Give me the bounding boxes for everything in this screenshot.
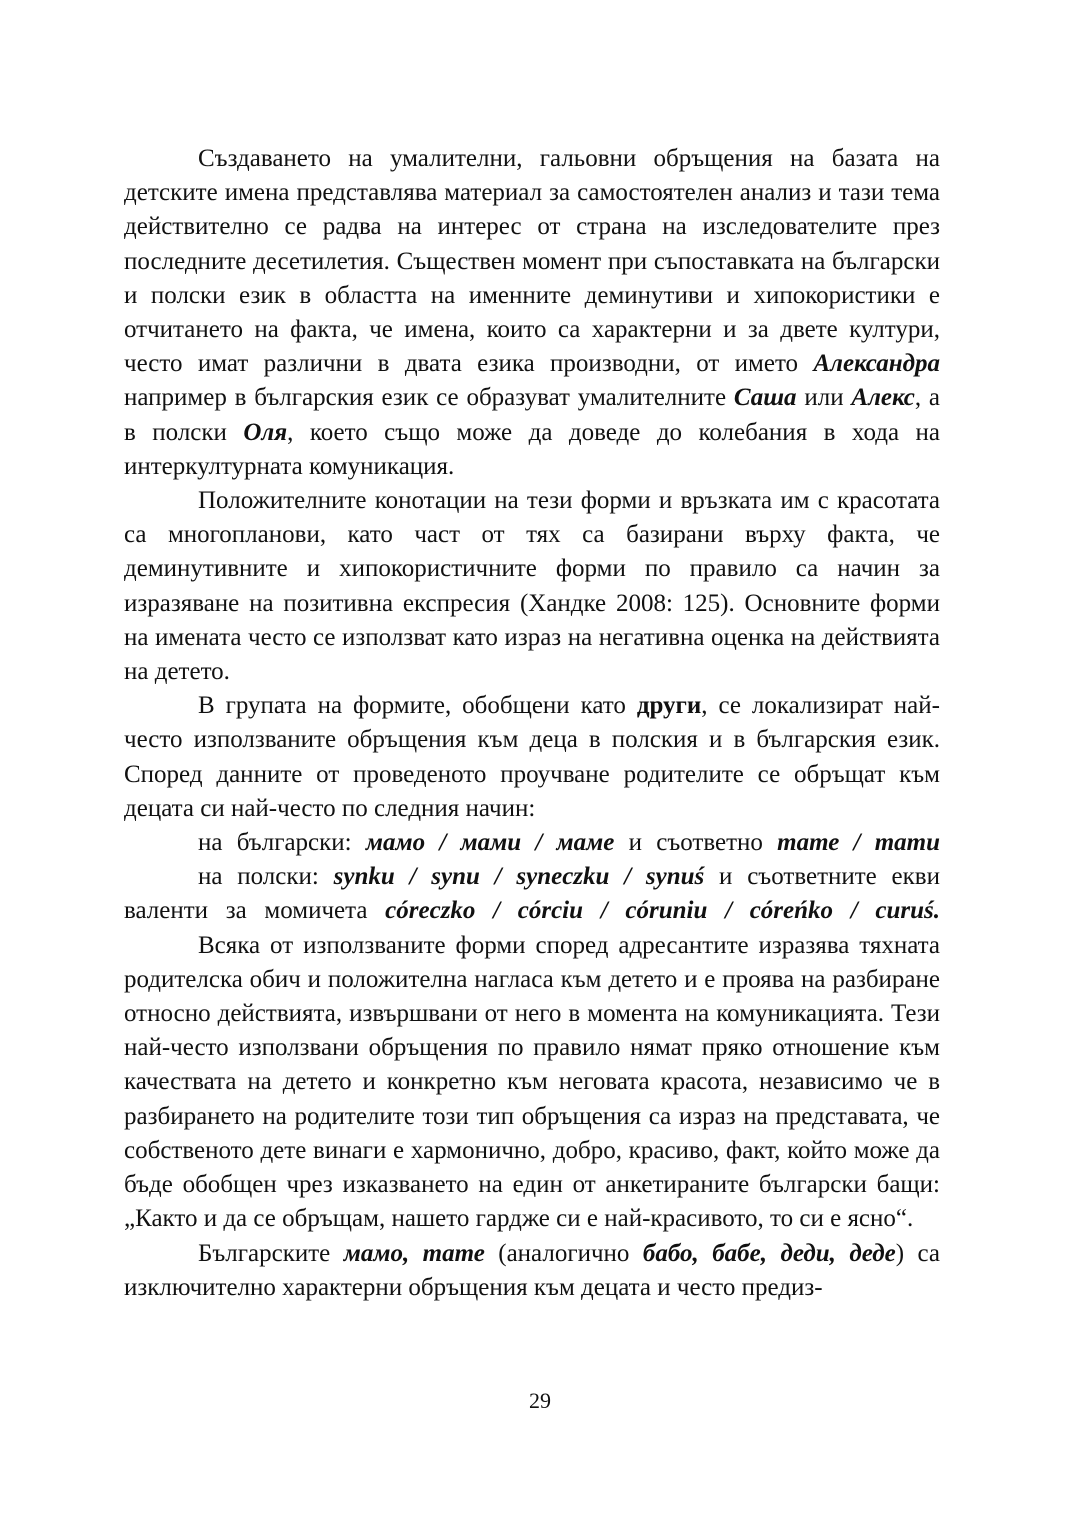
page-body xyxy=(124,142,940,1305)
line-polish-forms xyxy=(124,860,940,894)
paragraph-parental-love xyxy=(124,929,940,1237)
text: на български: xyxy=(198,829,366,857)
line-bulgarian-forms xyxy=(124,826,940,860)
paragraph-diminutives-intro xyxy=(124,142,940,484)
text: ) са изключително характерни обръщения към децата и често предиз- xyxy=(124,1239,940,1301)
text: Положителните конотации на тези форми и връзката им с красотата са многопланови, като част от тях са базирани върху факта, че деминутивните и хипокористичните форми по правило са начин за изразяване на позитивна експресия (Хандке 2008: 125). Основните форми на имената често се използват като израз на негативна оценка на действията на детето. xyxy=(124,487,940,686)
text: В групата на формите, обобщени като xyxy=(198,692,637,720)
emphasis-forms: тате / тати xyxy=(777,829,940,857)
paragraph-mamo-tate xyxy=(124,1237,940,1305)
text: , което също може да доведе до колебания в хода на интеркултурната комуникация. xyxy=(124,418,940,480)
text: или xyxy=(796,384,852,412)
emphasis-term: други xyxy=(636,692,702,720)
text: и съответно xyxy=(614,829,778,857)
emphasis-forms: бабо, бабе, деди, деде xyxy=(642,1239,896,1267)
text: на полски: xyxy=(198,863,334,891)
emphasis-forms: мамо, тате xyxy=(343,1239,485,1267)
text: например в българския език се образуват умалителните xyxy=(124,384,734,412)
text: , се локализират най-често използваните обръщения към деца в полския и в българския език. Според данните от проведеното проучване родителите се обръщат към децата си най-често по следния начин: xyxy=(124,692,940,822)
page-number: 29 xyxy=(529,1388,551,1413)
text: (аналогично xyxy=(484,1239,643,1267)
text: Създаването на умалителни, гальовни обръщения на базата на детските имена представлява материал за самостоятелен анализ и тази тема действително се радва на интерес от страна на изследователите през последните десетилетия. Съществен момент при съпоставката на български и полски език в областта на именните деминутиви и хипокористики е отчитането на факта, че имена, които са характерни и за двете култури, често имат различни в двата езика производни, от името xyxy=(124,145,940,378)
emphasis-forms: córeczko / córciu / córuniu / córeńko / curuś. xyxy=(385,897,940,925)
emphasis-name: Саша xyxy=(733,384,797,412)
paragraph-positive-connotations xyxy=(124,484,940,689)
text: Българските xyxy=(198,1239,344,1267)
line-polish-girls-forms xyxy=(124,894,940,928)
text: , а в полски xyxy=(124,384,940,446)
emphasis-name: Оля xyxy=(243,418,288,446)
paragraph-other-forms xyxy=(124,689,940,826)
emphasis-forms: мамо / мами / маме xyxy=(365,829,615,857)
emphasis-name: Александра xyxy=(813,350,940,378)
text: Всяка от използваните форми според адресантите изразява тяхната родителска обич и положителна нагласа към детето и е проява на разбиране относно действията, извършвани от него в момента на комуникацията. Тези най-често използвани обръщения по правило нямат пряко отношение към качествата на детето и конкретно към неговата красота, независимо че в разбирането на родителите този тип обръщения са израз на представата, че собственото дете винаги е хармонично, добро, красиво, факт, който може да бъде обобщен чрез изказването на един от анкетираните български бащи: „Както и да се обръщам, нашето гардже си е най-красивото, то си е ясно“. xyxy=(124,931,940,1233)
text: валенти за момичета xyxy=(124,897,386,925)
emphasis-name: Алекс xyxy=(851,384,915,412)
text: и съответните екви xyxy=(704,863,940,891)
emphasis-forms: synku / synu / syneczku / synuś xyxy=(333,863,705,891)
